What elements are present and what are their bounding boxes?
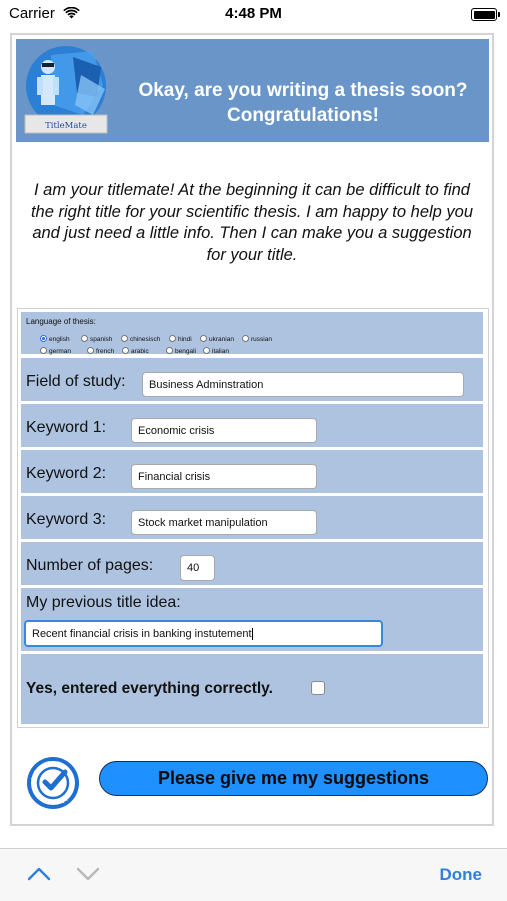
language-option-english[interactable]: english — [40, 336, 81, 343]
logo-caption: TitleMate — [45, 121, 87, 131]
carrier-text: Carrier — [9, 5, 55, 22]
svg-text:approved: approve — [58, 785, 76, 806]
radio-icon — [166, 347, 173, 354]
radio-icon — [87, 347, 94, 354]
language-options-row2 — [40, 340, 480, 358]
svg-text:Scientifically: Scientifically — [31, 760, 66, 782]
banner-line2: Congratulations! — [227, 105, 379, 126]
titlemate-logo — [23, 45, 109, 135]
language-option-chinesisch[interactable]: chinesisch — [121, 336, 169, 343]
text-cursor — [252, 628, 253, 640]
radio-icon — [203, 347, 210, 354]
battery-icon — [471, 8, 497, 21]
intro-text: I am your titlemate! At the beginning it can be difficult to find the right title for your scientific thesis. I am happy to help you and just need a little info. Then I can make you a suggestion for your title. — [30, 181, 474, 264]
pages-input[interactable]: 40 — [180, 555, 215, 581]
keyword2-label: Keyword 2: — [26, 465, 107, 482]
done-button[interactable]: Done — [439, 865, 482, 884]
status-time: 4:48 PM — [225, 5, 282, 22]
keyword3-input[interactable]: Stock market manipulation — [131, 510, 317, 535]
radio-icon — [122, 347, 129, 354]
language-option-french[interactable]: french — [87, 348, 122, 355]
language-option-bengali[interactable]: bengali — [166, 348, 203, 355]
get-suggestions-button[interactable]: Please give me my suggestions — [99, 761, 488, 796]
chevron-up-icon[interactable] — [27, 862, 51, 884]
radio-icon — [40, 347, 47, 354]
field-of-study-label: Field of study: — [26, 373, 126, 390]
keyword2-input[interactable]: Financial crisis — [131, 464, 317, 489]
language-option-hindi[interactable]: hindi — [169, 336, 200, 343]
chevron-down-icon[interactable] — [76, 862, 100, 884]
language-title: Language of thesis: — [26, 317, 96, 326]
field-of-study-input[interactable]: Business Adminstration — [142, 372, 464, 397]
confirm-checkbox[interactable] — [311, 681, 325, 695]
language-option-arabic[interactable]: arabic — [122, 348, 166, 355]
banner-line1: Okay, are you writing a thesis soon? — [138, 80, 468, 101]
keyword3-label: Keyword 3: — [26, 511, 107, 528]
language-option-spanish[interactable]: spanish — [81, 336, 121, 343]
scientifically-approved-badge — [25, 755, 81, 811]
language-option-ukranian[interactable]: ukranian — [200, 336, 242, 343]
previous-title-input[interactable] — [24, 620, 383, 647]
previous-title-label: My previous title idea: — [26, 594, 181, 611]
language-option-italian[interactable]: italian — [203, 348, 243, 355]
language-option-german[interactable]: german — [40, 348, 87, 355]
pages-label: Number of pages: — [26, 557, 154, 574]
keyword1-label: Keyword 1: — [26, 419, 107, 436]
language-option-russian[interactable]: russian — [242, 336, 282, 343]
previous-title-value: Recent financial crisis in banking instutement — [32, 628, 252, 640]
keyword1-input[interactable]: Economic crisis — [131, 418, 317, 443]
banner-title — [120, 78, 486, 128]
confirm-label: Yes, entered everything correctly. — [26, 680, 273, 697]
